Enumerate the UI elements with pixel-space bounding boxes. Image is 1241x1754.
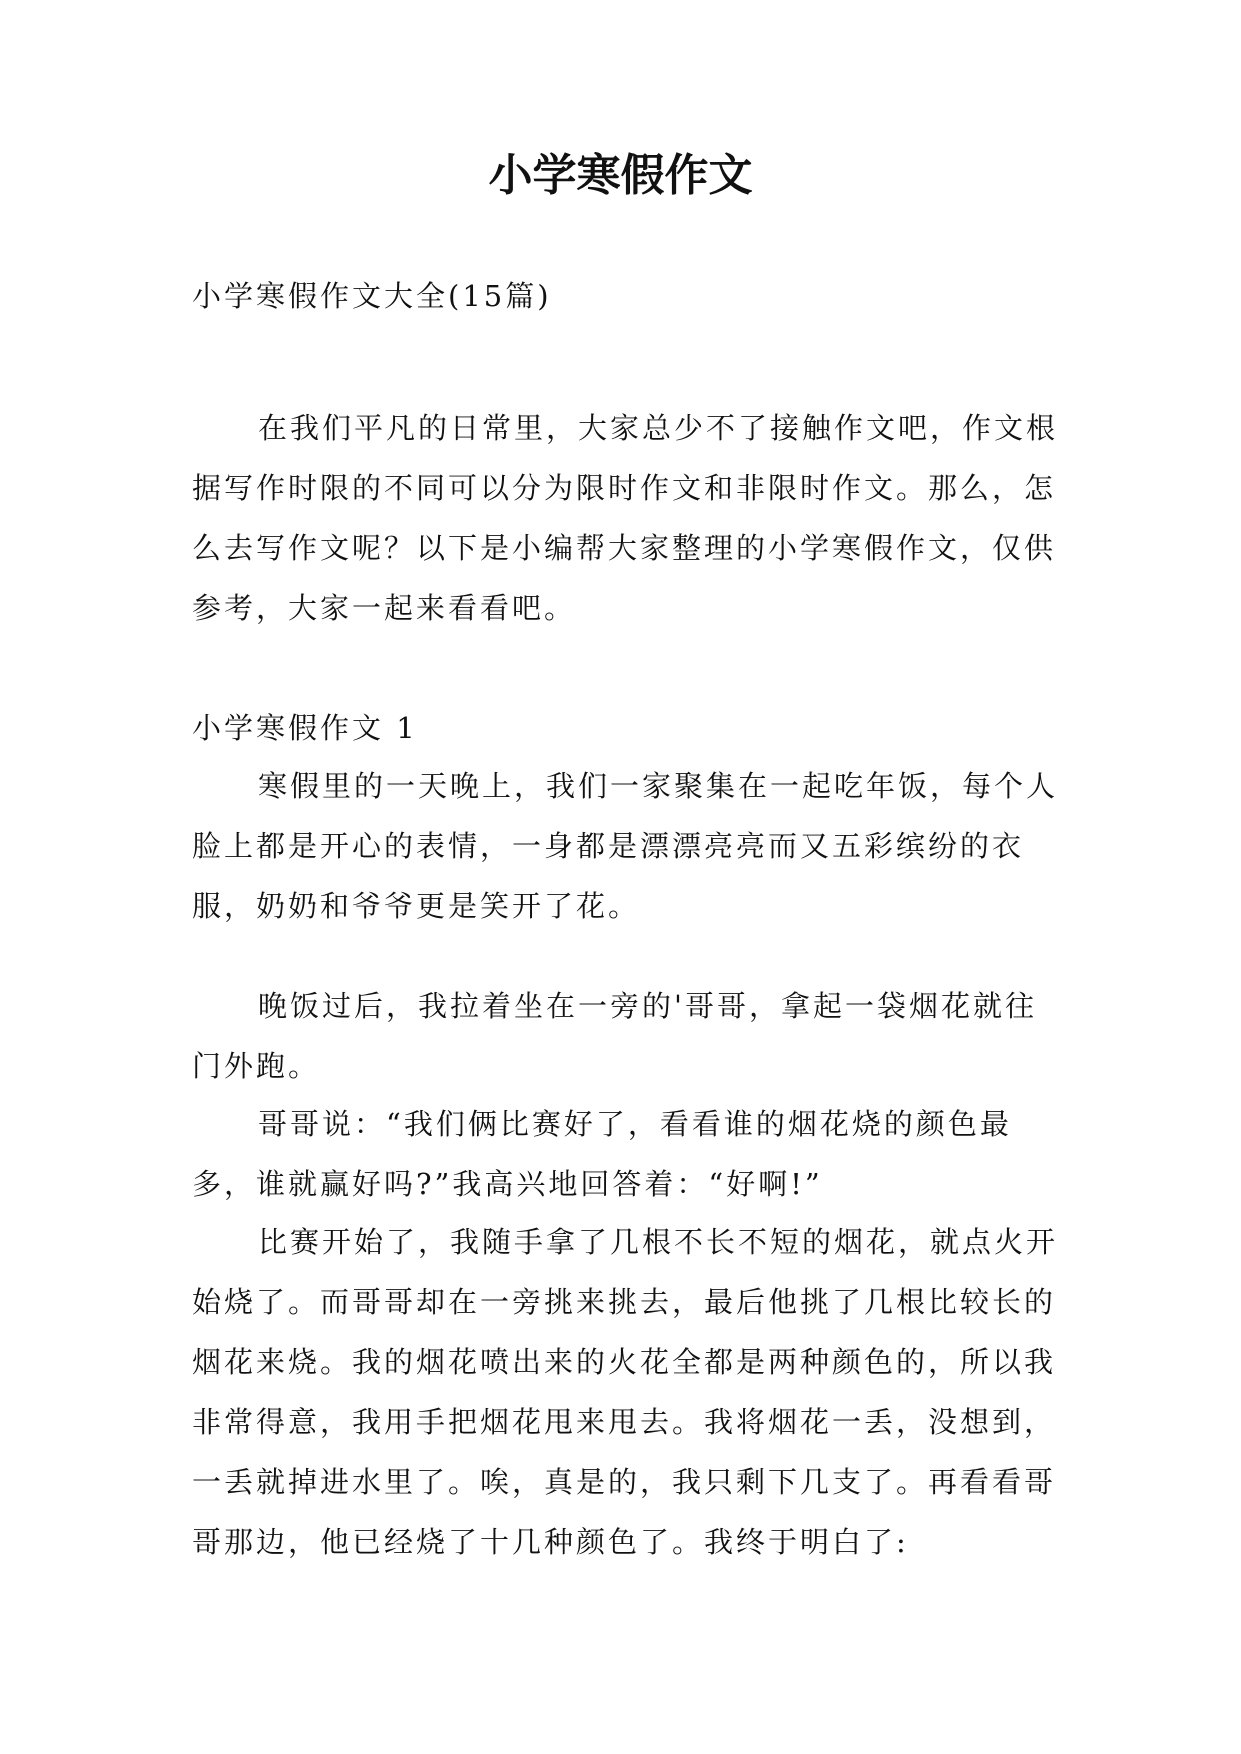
section-heading: 小学寒假作文 1 — [192, 711, 418, 745]
document-subtitle: 小学寒假作文大全(15篇) — [192, 279, 552, 313]
body-paragraph-2: 晚饭过后，我拉着坐在一旁的'哥哥，拿起一袋烟花就往门外跑。 — [192, 989, 1037, 1083]
intro-paragraph: 在我们平凡的日常里，大家总少不了接触作文吧，作文根据写作时限的不同可以分为限时作文和非限时作文。那么，怎么去写作文呢？以下是小编帮大家整理的小学寒假作文，仅供参考，大家一起来看看吧。 — [192, 411, 1059, 625]
body-paragraph-3: 哥哥说：“我们俩比赛好了，看看谁的烟花烧的颜色最多，谁就赢好吗?”我高兴地回答着：“好啊!” — [192, 1107, 1012, 1201]
body-paragraph-4: 比赛开始了，我随手拿了几根不长不短的烟花，就点火开始烧了。而哥哥却在一旁挑来挑去，最后他挑了几根比较长的烟花来烧。我的烟花喷出来的火花全都是两种颜色的，所以我非常得意，我用手把烟花甩来甩去。我将烟花一丢，没想到，一丢就掉进水里了。唉，真是的，我只剩下几支了。再看看哥哥那边，他已经烧了十几种颜色了。我终于明白了: — [192, 1225, 1059, 1559]
body-paragraph-1: 寒假里的一天晚上，我们一家聚集在一起吃年饭，每个人脸上都是开心的表情，一身都是漂漂亮亮而又五彩缤纷的衣服，奶奶和爷爷更是笑开了花。 — [192, 769, 1059, 923]
document-title: 小学寒假作文 — [488, 150, 753, 201]
